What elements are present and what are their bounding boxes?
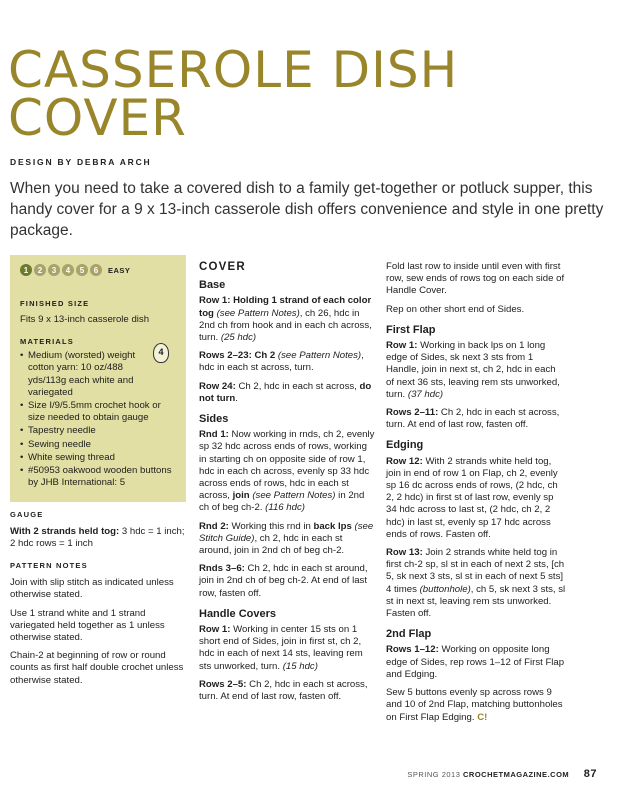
cover-instructions-column: [199, 261, 377, 709]
finished-size-label: FINISHED SIZE: [20, 299, 90, 308]
pattern-note: Use 1 strand white and 1 strand variegated held together as 1 unless otherwise stated.: [10, 607, 165, 644]
list-item: • Medium (worsted) weight cotton yarn: 10 oz/488 yds/113g each white and variegated: [20, 350, 180, 399]
finished-size-value: Fits 9 x 13-inch casserole dish: [20, 314, 150, 326]
instruction-row: Row 13: Join 2 strands white held tog in first ch-2 sp, sl st in each of next 2 sts, [ch 5, sk next 3 sts, sl st in each of next 5 sts] 4 times (buttonhole), ch 5, sk next 3 sts, sl st in next st, leaving rem sts unworked. Fasten off.: [386, 547, 566, 620]
skill-dot-1: 1: [20, 264, 32, 276]
pattern-notes-section: [10, 560, 186, 687]
pattern-note: Chain-2 at beginning of row or round counts as first half double crochet unless otherwise stated.: [10, 650, 184, 686]
site-label: CROCHETMAGAZINE.COM: [462, 770, 570, 779]
instruction-row: Rows 2–5: Ch 2, hdc in each st across, turn. At end of last row, fasten off.: [199, 678, 368, 703]
title-line-1: CASSEROLE DISH: [8, 41, 459, 99]
skill-dot-5: 5: [76, 264, 88, 276]
list-item: • Sewing needle: [20, 439, 180, 451]
pattern-note: Join with slip stitch as indicated unless otherwise stated.: [10, 577, 174, 601]
cover-heading: COVER: [199, 261, 246, 273]
gauge-lead: With 2 strands held tog:: [10, 526, 120, 538]
title-line-2: COVER: [8, 89, 187, 147]
gauge-text: [10, 526, 186, 550]
instruction-row: Rows 2–11: Ch 2, hdc in each st across, turn. At end of last row, fasten off.: [386, 407, 560, 431]
issue-label: SPRING 2013: [407, 770, 461, 779]
gauge-text-b: 2 hdc rows = 1 inch: [10, 538, 93, 550]
second-flap-heading: 2nd Flap: [386, 628, 432, 641]
instruction-row: Row 24: Ch 2, hdc in each st across, do not turn.: [199, 380, 372, 404]
instruction-row: Rnd 2: Working this rnd in back lps (see Stitch Guide), ch 2, hdc in each st around, join in 2nd ch of beg ch-2.: [199, 520, 374, 557]
instruction-row: Row 1: Working in back lps on 1 long edge of Sides, sk next 3 sts from 1 Handle, join in next st, ch 2, hdc in each of next 36 sts, leaving rem sts unworked, turn. (37 hdc): [386, 340, 560, 400]
instruction-row: Rnd 1: Now working in rnds, ch 2, evenly sp 32 hdc across ends of rows, working in starting ch on opposite side of row 1, hdc in each ch across, evenly sp 33 hdc across ends of rows, hdc in each st across, join (see Pattern Notes) in 2nd ch of beg ch-2. (116 hdc): [199, 429, 375, 514]
first-flap-heading: First Flap: [386, 323, 436, 336]
list-item: • #50953 oakwood wooden buttons by JHB International: 5: [20, 465, 180, 489]
sides-heading: Sides: [199, 413, 229, 426]
finished-size-section: [20, 298, 180, 326]
instruction-row: Row 12: With 2 strands white held tog, join in end of row 1 on Flap, ch 2, evenly sp 16 dc across ends of rows, (2 hdc, ch 2, 2 hdc) in first st of last row, evenly sp 34 hdc across to last st, (2 hdc, ch 2, 2 hdc) in last st, evenly sp 17 hdc across ends of rows. Fasten off.: [386, 455, 558, 540]
instruction-row: Rows 2–23: Ch 2 (see Pattern Notes), hdc in each st across, turn.: [199, 350, 364, 374]
skill-dot-6: 6: [90, 264, 102, 276]
instruction-row: Row 1: Holding 1 strand of each color tog (see Pattern Notes), ch 26, hdc in 2nd ch from hook and in each ch across, turn. (25 hdc): [199, 295, 372, 344]
materials-list: [20, 350, 180, 489]
skill-level-indicator: [20, 264, 130, 276]
end-mark-icon: C!: [477, 711, 488, 723]
pattern-notes-label: PATTERN NOTES: [10, 561, 88, 570]
skill-label: EASY: [108, 265, 131, 275]
flap-instructions-column: [386, 261, 566, 730]
page-number: 87: [583, 768, 597, 780]
gauge-label: GAUGE: [10, 510, 44, 519]
skill-dot-2: 2: [34, 264, 46, 276]
instruction-paragraph: Sew 5 buttons evenly sp across rows 9 and 10 of 2nd Flap, matching buttonholes on First Flap Edging. C!: [386, 687, 563, 723]
designer-byline: DESIGN BY DEBRA ARCH: [10, 157, 152, 167]
instruction-paragraph: Fold last row to inside until even with first row, sew ends of rows tog on each side of Handle Cover.: [386, 261, 565, 297]
instruction-row: Rnds 3–6: Ch 2, hdc in each st around, join in 2nd ch of beg ch-2. At end of last row, fasten off.: [199, 563, 368, 599]
gauge-text-a: 3 hdc = 1 inch;: [119, 526, 185, 538]
instruction-paragraph: Rep on other short end of Sides.: [386, 303, 525, 315]
list-item: • Size I/9/5.5mm crochet hook or size needed to obtain gauge: [20, 400, 180, 424]
materials-label: MATERIALS: [20, 337, 74, 346]
skill-dot-4: 4: [62, 264, 74, 276]
yarn-weight-icon: 4: [153, 343, 169, 363]
intro-paragraph: When you need to take a covered dish to a family get-together or potluck supper, this handy cover for a 9 x 13-inch casserole dish offers convenience and style in one pretty package.: [10, 180, 604, 239]
list-item: • Tapestry needle: [20, 425, 180, 437]
page-title: [8, 41, 608, 147]
instruction-row: Row 1: Working in center 15 sts on 1 short end of Sides, join in first st, ch 2, hdc in each of next 14 sts, leaving rem sts unworked, turn. (15 hdc): [199, 624, 363, 672]
page-footer: [407, 768, 597, 780]
skill-dot-3: 3: [48, 264, 60, 276]
instruction-row: Rows 1–12: Working on opposite long edge of Sides, rep rows 1–12 of First Flap and Edging.: [386, 644, 565, 680]
list-item: • White sewing thread: [20, 452, 180, 464]
gauge-section: [10, 509, 186, 551]
base-heading: Base: [199, 279, 226, 292]
handle-covers-heading: Handle Covers: [199, 607, 277, 620]
edging-heading: Edging: [386, 439, 424, 452]
